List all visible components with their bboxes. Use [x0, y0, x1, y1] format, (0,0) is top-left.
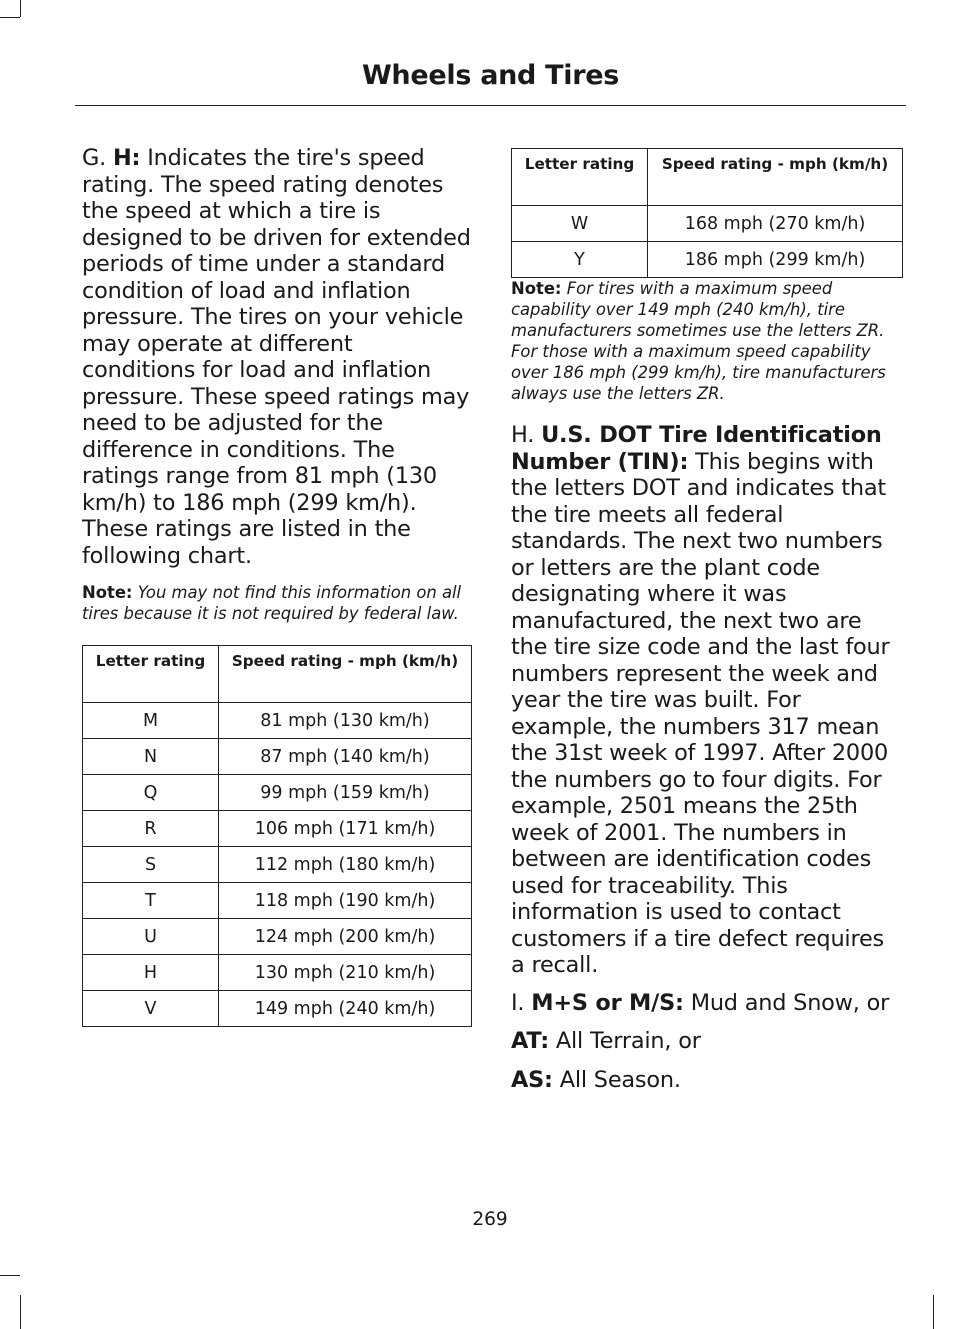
- column-header-letter: Letter rating: [512, 149, 648, 206]
- table-row: [83, 955, 472, 991]
- note-zr: [511, 278, 903, 404]
- table-row: [512, 206, 903, 242]
- page-title: Wheels and Tires: [361, 60, 620, 91]
- item-label: AS:: [511, 1066, 553, 1093]
- speed-cell: 168 mph (270 km/h): [648, 206, 903, 242]
- item-text: Mud and Snow, or: [683, 989, 890, 1016]
- mud-snow-paragraph: [511, 990, 903, 1017]
- table-row: [83, 991, 472, 1027]
- letter-cell: Q: [83, 775, 219, 811]
- letter-cell: U: [83, 919, 219, 955]
- speed-cell: 186 mph (299 km/h): [648, 242, 903, 278]
- column-header-speed: Speed rating - mph (km/h): [648, 149, 903, 206]
- speed-rating-table-continued: [511, 148, 903, 278]
- speed-cell: 124 mph (200 km/h): [219, 919, 472, 955]
- note-federal-law: [82, 582, 472, 624]
- note-text: You may not find this information on all tires because it is not required by federal law.: [82, 583, 462, 623]
- crop-mark: [0, 1275, 20, 1276]
- page-number: 269: [472, 1209, 508, 1230]
- letter-cell: W: [512, 206, 648, 242]
- crop-mark: [0, 17, 20, 18]
- crop-mark: [933, 1295, 934, 1329]
- item-label: M+S or M/S:: [531, 989, 684, 1016]
- speed-cell: 130 mph (210 km/h): [219, 955, 472, 991]
- item-prefix: G.: [82, 145, 113, 171]
- table-row: [83, 883, 472, 919]
- item-text: All Season.: [552, 1066, 681, 1093]
- item-prefix: H.: [511, 422, 542, 448]
- item-label: U.S. DOT Tire Identification Number (TIN):: [511, 422, 882, 475]
- crop-mark: [20, 1295, 21, 1329]
- item-text: Indicates the tire's speed rating. The speed rating denotes the speed at which a tire is designed to be driven for extended periods of time under a standard condition of load and inflation pressure. The tires on your vehicle may operate at different conditions for load and inflation pressure. These speed ratings may need to be adjusted for the difference in conditions. The ratings range from 81 mph (130 km/h) to 186 mph (299 km/h). These ratings are listed in the following chart.: [82, 145, 471, 569]
- tin-paragraph: [511, 422, 903, 979]
- note-label: Note:: [511, 279, 562, 298]
- speed-cell: 106 mph (171 km/h): [219, 811, 472, 847]
- table-header-row: [83, 646, 472, 703]
- speed-rating-paragraph: [82, 145, 472, 569]
- letter-cell: M: [83, 703, 219, 739]
- right-column: [511, 148, 903, 1093]
- table-row: [83, 703, 472, 739]
- letter-cell: S: [83, 847, 219, 883]
- letter-cell: R: [83, 811, 219, 847]
- item-prefix: I.: [511, 989, 532, 1016]
- speed-cell: 99 mph (159 km/h): [219, 775, 472, 811]
- item-text: This begins with the letters DOT and indicates that the tire meets all federal standards. The next two numbers or letters are the plant code designating where it was manufactured, the next two are the tire size code and the last four numbers represent the week and year the tire was built. For example, the numbers 317 mean the 31st week of 1997. After 2000 the numbers go to four digits. For example, 2501 means the 25th week of 2001. The numbers in between are identification codes used for traceability. This information is used to contact customers if a tire defect requires a recall.: [511, 448, 890, 978]
- all-season-paragraph: [511, 1067, 903, 1094]
- item-text: All Terrain, or: [549, 1028, 701, 1054]
- speed-cell: 149 mph (240 km/h): [219, 991, 472, 1027]
- table-row: [512, 242, 903, 278]
- header-divider: [75, 105, 906, 106]
- letter-cell: V: [83, 991, 219, 1027]
- speed-cell: 87 mph (140 km/h): [219, 739, 472, 775]
- speed-rating-table: [82, 645, 472, 1027]
- item-label: AT:: [511, 1028, 549, 1054]
- speed-cell: 81 mph (130 km/h): [219, 703, 472, 739]
- all-terrain-paragraph: [511, 1028, 903, 1055]
- item-label: H:: [113, 145, 141, 171]
- table-row: [83, 811, 472, 847]
- letter-cell: T: [83, 883, 219, 919]
- note-text: For tires with a maximum speed capability over 149 mph (240 km/h), tire manufacturers sometimes use the letters ZR. For those with a maximum speed capability over 186 mph (299 km/h), tire manufacturers always use the letters ZR.: [511, 279, 886, 403]
- speed-cell: 112 mph (180 km/h): [219, 847, 472, 883]
- table-row: [83, 739, 472, 775]
- crop-mark: [20, 0, 21, 17]
- column-header-speed: Speed rating - mph (km/h): [219, 646, 472, 703]
- letter-cell: H: [83, 955, 219, 991]
- left-column: [82, 145, 472, 1027]
- letter-cell: Y: [512, 242, 648, 278]
- note-label: Note:: [82, 583, 133, 602]
- table-row: [83, 919, 472, 955]
- column-header-letter: Letter rating: [83, 646, 219, 703]
- table-row: [83, 847, 472, 883]
- speed-cell: 118 mph (190 km/h): [219, 883, 472, 919]
- letter-cell: N: [83, 739, 219, 775]
- table-row: [83, 775, 472, 811]
- table-header-row: [512, 149, 903, 206]
